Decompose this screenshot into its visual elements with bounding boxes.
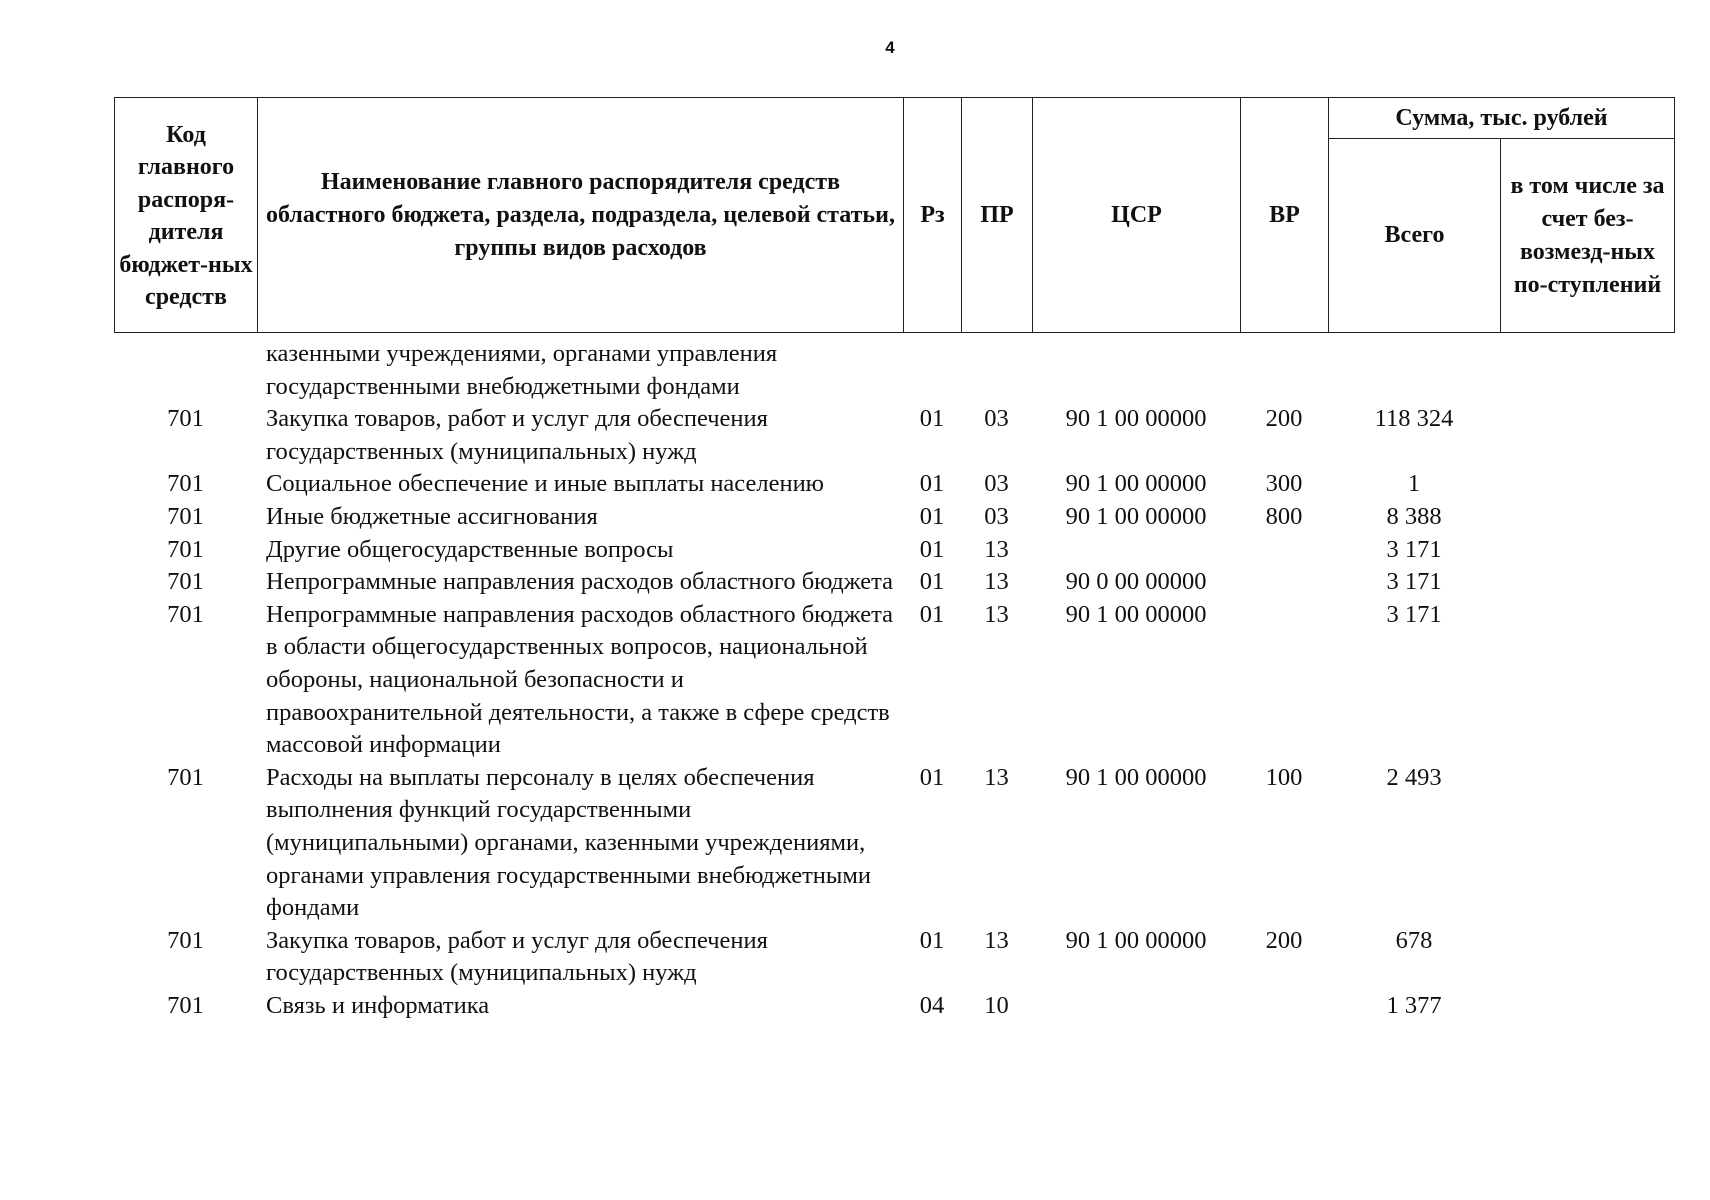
rz-cell: 01	[919, 502, 945, 530]
name-cell: Непрограммные направления расходов областного бюджета	[266, 568, 894, 596]
csr-cell	[1032, 338, 1240, 403]
table-row	[114, 599, 1674, 762]
code-cell: 701	[167, 991, 204, 1019]
free-cell	[1500, 925, 1674, 990]
rz-cell: 01	[919, 568, 945, 596]
total-cell: 8 388	[1386, 502, 1442, 530]
code-cell: 701	[167, 405, 204, 433]
header-total: Всего	[1329, 139, 1501, 333]
code-cell: 701	[167, 568, 204, 596]
free-cell	[1500, 468, 1674, 501]
vr-cell: 100	[1265, 763, 1303, 791]
total-cell: 678	[1395, 926, 1433, 954]
free-cell	[1500, 566, 1674, 599]
pr-cell: 03	[984, 470, 1009, 498]
free-cell	[1500, 599, 1674, 762]
code-cell: 701	[167, 470, 204, 498]
vr-cell	[1240, 566, 1328, 599]
csr-cell	[1032, 534, 1240, 567]
csr-cell: 90 0 00 00000	[1065, 568, 1207, 596]
name-cell: Связь и информатика	[266, 991, 490, 1019]
free-cell	[1500, 762, 1674, 925]
rz-cell: 01	[919, 600, 945, 628]
vr-cell	[1240, 990, 1328, 1023]
code-cell: 701	[167, 763, 204, 791]
rz-cell: 01	[919, 405, 945, 433]
header-code: Код главного распоря-дителя бюджет-ных средств	[115, 98, 258, 333]
free-cell	[1500, 990, 1674, 1023]
table-row	[114, 762, 1674, 925]
pr-cell: 13	[984, 763, 1009, 791]
code-cell: 701	[167, 926, 204, 954]
name-cell: Социальное обеспечение и иные выплаты населению	[266, 470, 824, 498]
header-sum: Сумма, тыс. рублей	[1329, 98, 1675, 139]
csr-cell: 90 1 00 00000	[1065, 470, 1207, 498]
rz-cell: 01	[919, 763, 945, 791]
csr-cell: 90 1 00 00000	[1065, 926, 1207, 954]
table-row	[114, 990, 1674, 1023]
table-row	[114, 534, 1674, 567]
pr-cell: 13	[984, 568, 1009, 596]
vr-cell: 200	[1265, 405, 1303, 433]
free-cell	[1500, 338, 1674, 403]
total-cell: 2 493	[1386, 763, 1442, 791]
header-vr: ВР	[1241, 98, 1329, 333]
free-cell	[1500, 501, 1674, 534]
csr-cell	[1032, 990, 1240, 1023]
total-cell: 1	[1407, 470, 1421, 498]
code-cell: 701	[167, 535, 204, 563]
total-cell: 1 377	[1386, 991, 1442, 1019]
vr-cell	[1240, 599, 1328, 762]
table-row	[114, 403, 1674, 468]
pr-cell: 13	[984, 926, 1009, 954]
name-cell: казенными учреждениями, органами управления государственными внебюджетными фондами	[266, 340, 778, 400]
table-header	[114, 97, 1675, 333]
header-pr: ПР	[962, 98, 1033, 333]
csr-cell: 90 1 00 00000	[1065, 763, 1207, 791]
csr-cell: 90 1 00 00000	[1065, 405, 1207, 433]
name-cell: Закупка товаров, работ и услуг для обеспечения государственных (муниципальных) нужд	[266, 405, 768, 465]
vr-cell: 800	[1265, 502, 1303, 530]
vr-cell	[1240, 534, 1328, 567]
name-cell: Непрограммные направления расходов областного бюджета в области общегосударственных вопросов, национальной обороны, национальной безопасности и правоохранительной деятельности, а также в сфере средств массовой информации	[266, 600, 894, 759]
name-cell: Закупка товаров, работ и услуг для обеспечения государственных (муниципальных) нужд	[266, 926, 768, 987]
total-cell: 3 171	[1386, 568, 1442, 596]
rz-cell: 04	[919, 991, 945, 1019]
rz-cell: 01	[919, 470, 945, 498]
total-cell	[1328, 338, 1500, 403]
rz-cell: 01	[919, 926, 945, 954]
name-cell: Другие общегосударственные вопросы	[266, 535, 674, 563]
pr-cell	[961, 338, 1032, 403]
total-cell: 3 171	[1386, 535, 1442, 563]
csr-cell: 90 1 00 00000	[1065, 600, 1207, 628]
code-cell: 701	[167, 600, 204, 628]
vr-cell: 300	[1265, 470, 1303, 498]
header-name: Наименование главного распорядителя средств областного бюджета, раздела, подраздела, целевой статьи, группы видов расходов	[258, 98, 904, 333]
pr-cell: 13	[984, 535, 1009, 563]
header-free: в том числе за счет без-возмезд-ных по-ступлений	[1501, 139, 1675, 333]
name-cell: Иные бюджетные ассигнования	[266, 502, 598, 530]
name-cell: Расходы на выплаты персоналу в целях обеспечения выполнения функций государственными (муниципальными) органами, казенными учреждениями, органами управления государственными внебюджетными фондами	[266, 763, 871, 922]
vr-cell: 200	[1265, 926, 1303, 954]
total-cell: 3 171	[1386, 600, 1442, 628]
pr-cell: 10	[984, 991, 1009, 1019]
pr-cell: 03	[984, 502, 1009, 530]
code-cell: 701	[167, 502, 204, 530]
table-body	[114, 338, 1674, 1022]
pr-cell: 13	[984, 600, 1009, 628]
table-row	[114, 925, 1674, 990]
table-row	[114, 501, 1674, 534]
code-cell	[114, 338, 257, 403]
rz-cell: 01	[919, 535, 945, 563]
total-cell: 118 324	[1374, 405, 1454, 433]
free-cell	[1500, 403, 1674, 468]
csr-cell: 90 1 00 00000	[1065, 502, 1207, 530]
table-row	[114, 566, 1674, 599]
pr-cell: 03	[984, 405, 1009, 433]
header-rz: Рз	[904, 98, 962, 333]
vr-cell	[1240, 338, 1328, 403]
page-number: 4	[885, 38, 895, 57]
header-csr: ЦСР	[1033, 98, 1241, 333]
free-cell	[1500, 534, 1674, 567]
table-row	[114, 338, 1674, 403]
table-row	[114, 468, 1674, 501]
rz-cell	[903, 338, 961, 403]
